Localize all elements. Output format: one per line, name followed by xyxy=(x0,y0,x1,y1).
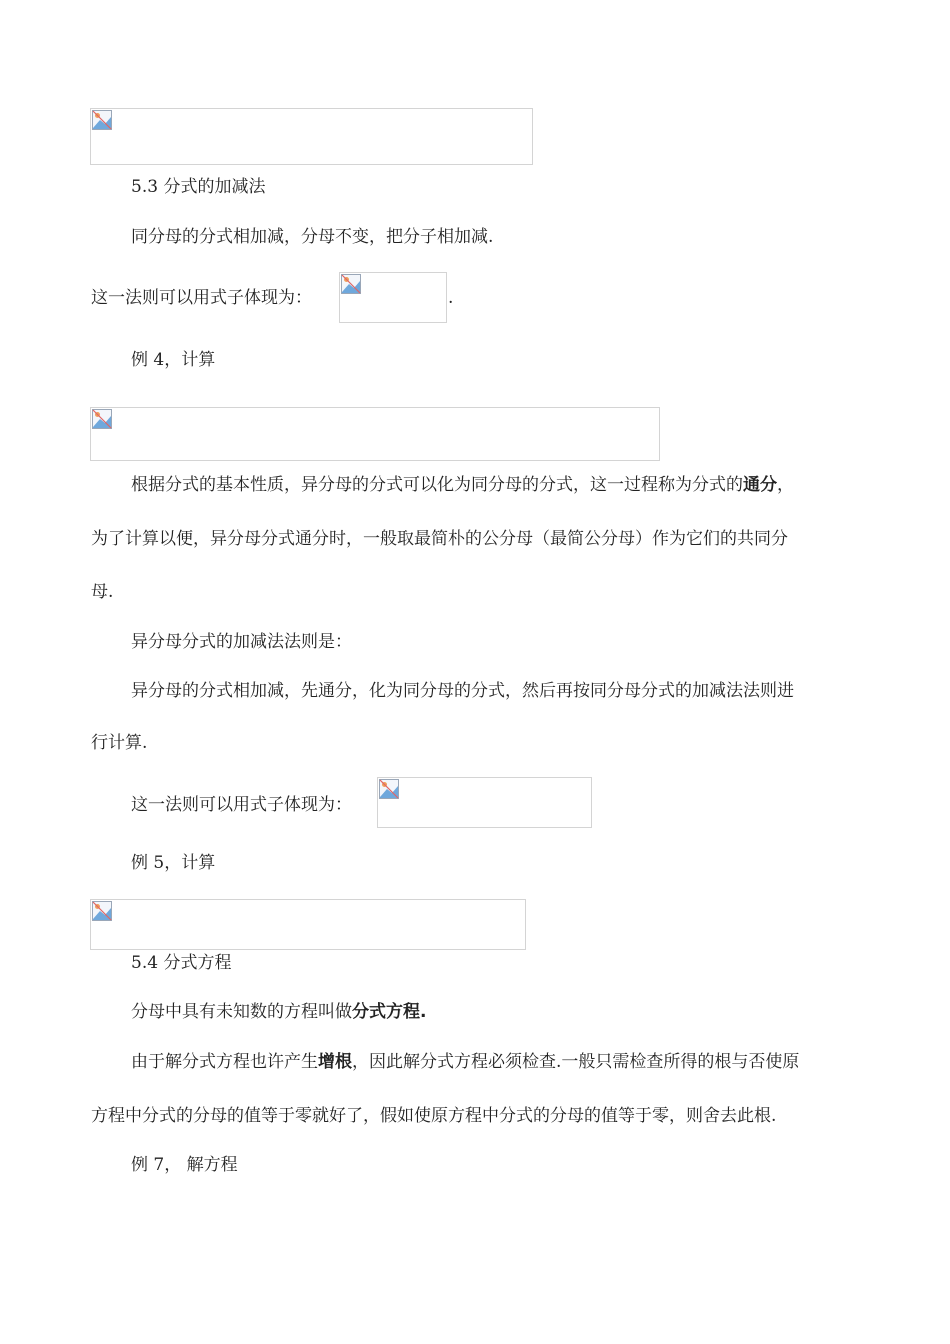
formula-intro-1: 这一法则可以用式子体现为： xyxy=(91,288,312,308)
extraneous-root-text-a: 由于解分式方程也许产生 xyxy=(131,1052,318,1072)
section-heading-5-3: 5.3 分式的加减法 xyxy=(131,177,266,197)
term-tongfen: 通分 xyxy=(743,475,777,495)
extraneous-root-paragraph-line-2: 方程中分式的分母的值等于零就好了，假如使原方程中分式的分母的值等于零，则舍去此根. xyxy=(91,1106,777,1126)
example-7-label: 例 7， 解方程 xyxy=(131,1155,238,1175)
broken-image-icon xyxy=(341,274,361,294)
comma: ， xyxy=(777,475,794,495)
term-fractional-equation: 分式方程. xyxy=(352,1002,427,1022)
extraneous-root-text-b: ，因此解分式方程必须检查.一般只需检查所得的根与否使原 xyxy=(352,1052,800,1072)
definition-text: 分母中具有未知数的方程叫做 xyxy=(131,1002,352,1022)
broken-image-icon xyxy=(92,901,112,921)
example-4-label: 例 4，计算 xyxy=(131,350,216,370)
formula-image-2 xyxy=(339,272,447,323)
broken-image-icon xyxy=(92,409,112,429)
different-denominator-rule-line-2: 行计算. xyxy=(91,733,148,753)
formula-image-5 xyxy=(90,899,526,950)
formula-image-3 xyxy=(90,407,660,461)
formula-intro-2: 这一法则可以用式子体现为： xyxy=(131,795,352,815)
broken-image-icon xyxy=(379,779,399,799)
broken-image-icon xyxy=(92,110,112,130)
different-denominator-rule-title: 异分母分式的加减法法则是： xyxy=(131,632,352,652)
formula-end-period: . xyxy=(448,288,454,308)
formula-image-4 xyxy=(377,777,592,828)
common-denominator-paragraph-line-3: 母. xyxy=(91,582,114,602)
section-heading-5-4: 5.4 分式方程 xyxy=(131,953,232,973)
different-denominator-rule-line-1: 异分母的分式相加减，先通分，化为同分母的分式，然后再按同分母分式的加减法法则进 xyxy=(131,681,794,701)
formula-image-1 xyxy=(90,108,533,165)
same-denominator-rule: 同分母的分式相加减，分母不变，把分子相加减. xyxy=(131,227,494,247)
term-extraneous-root: 增根 xyxy=(318,1052,352,1072)
common-denominator-text: 根据分式的基本性质，异分母的分式可以化为同分母的分式，这一过程称为分式的 xyxy=(131,475,743,495)
common-denominator-paragraph-line-2: 为了计算以便，异分母分式通分时，一般取最简朴的公分母（最简公分母）作为它们的共同分 xyxy=(91,529,788,549)
example-5-label: 例 5，计算 xyxy=(131,853,216,873)
common-denominator-paragraph-line-1 xyxy=(131,473,794,497)
fractional-equation-definition xyxy=(131,1000,426,1024)
extraneous-root-paragraph-line-1 xyxy=(131,1050,799,1074)
